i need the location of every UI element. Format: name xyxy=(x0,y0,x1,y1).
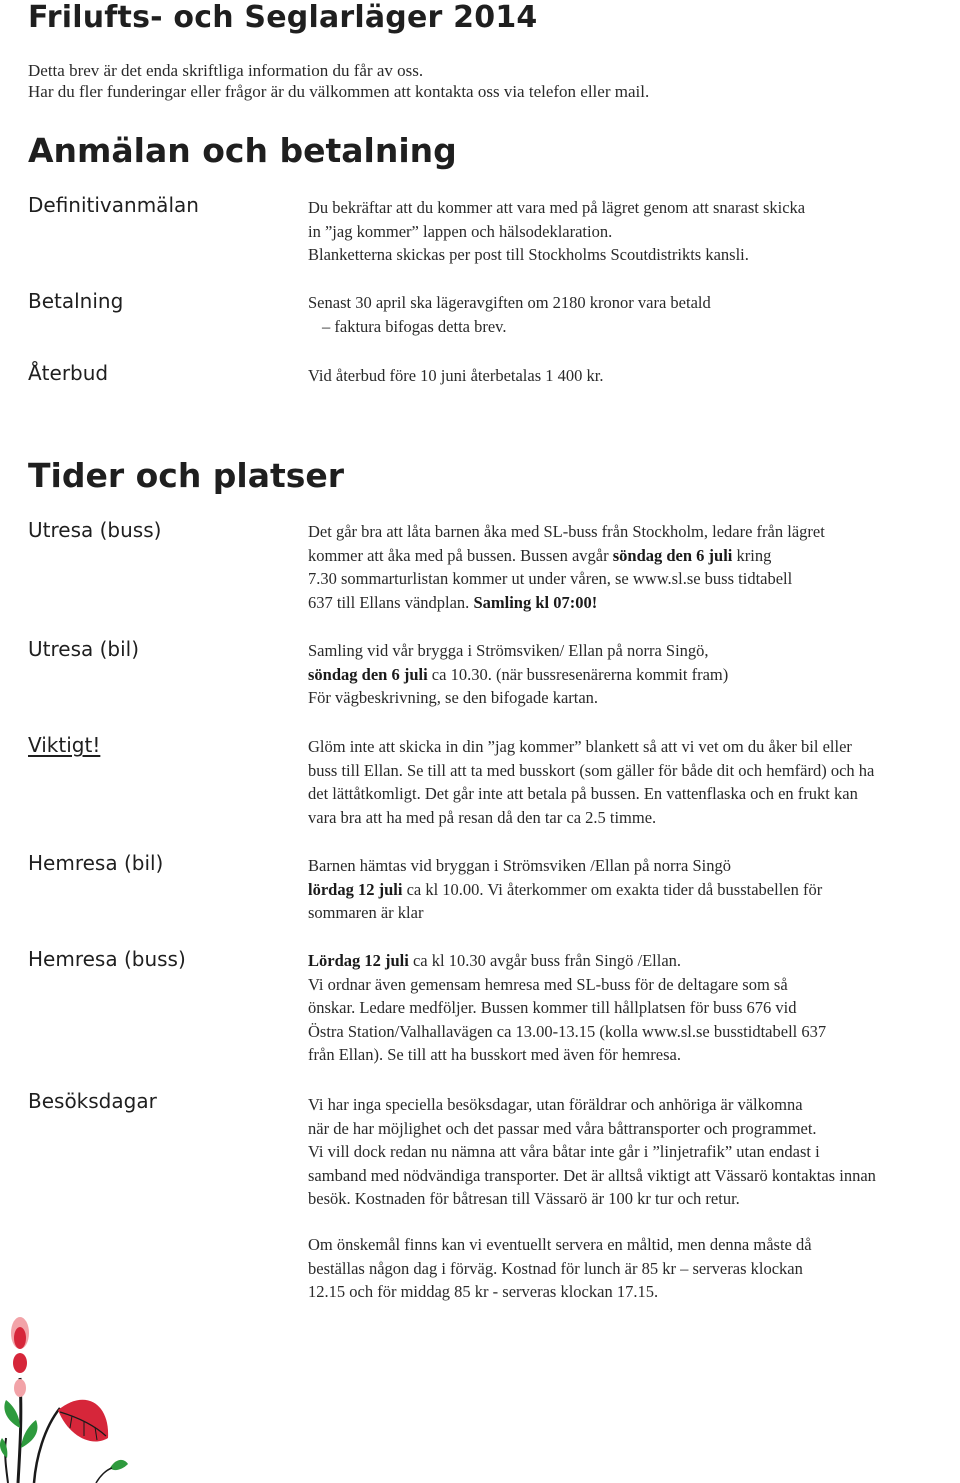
label-betalning: Betalning xyxy=(28,289,124,313)
label-hemresa-bil: Hemresa (bil) xyxy=(28,851,164,875)
text-line: Samling vid vår brygga i Strömsviken/ Ellan på norra Singö, xyxy=(308,641,709,660)
hemresa-buss-text xyxy=(308,949,958,1067)
aterbud-text xyxy=(308,364,958,388)
utresa-bil-text xyxy=(308,639,958,710)
text-line: Blanketterna skickas per post till Stockholms Scoutdistrikts kansli. xyxy=(308,245,749,264)
hemresa-bil-text xyxy=(308,854,958,925)
text-line: kommer att åka med på bussen. Bussen avgår söndag den 6 juli kring xyxy=(308,545,772,565)
text-line: samband med nödvändiga transporter. Det är alltså viktigt att Vässarö kontaktas innan xyxy=(308,1165,876,1185)
text-line: beställas någon dag i förväg. Kostnad för lunch är 85 kr – serveras klockan xyxy=(308,1258,803,1278)
viktigt-text xyxy=(308,735,958,829)
text-line: 7.30 sommarturlistan kommer ut under våren, se www.sl.se buss tidtabell xyxy=(308,569,793,588)
text-line: sommaren är klar xyxy=(308,903,424,922)
betalning-text xyxy=(308,291,958,338)
text-line: 637 till Ellans vändplan. Samling kl 07:00! xyxy=(308,592,598,612)
maltid-text xyxy=(308,1233,958,1304)
text-line: önskar. Ledare medföljer. Bussen kommer till hållplatsen för buss 676 vid xyxy=(308,998,797,1017)
text-line: För vägbeskrivning, se den bifogade kartan. xyxy=(308,688,599,707)
bold-date: lördag 12 juli xyxy=(308,879,403,899)
utresa-buss-text xyxy=(308,520,958,614)
text-line: söndag den 6 juli ca 10.30. (när bussresenärerna kommit fram) xyxy=(308,664,729,684)
text-line: från Ellan). Se till att ha busskort med även för hemresa. xyxy=(308,1045,681,1064)
text-line: Det går bra att låta barnen åka med SL-buss från Stockholm, ledare från lägret xyxy=(308,522,825,541)
intro-line: Har du fler funderingar eller frågor är du välkommen att kontakta oss via telefon eller mail. xyxy=(28,82,650,101)
label-aterbud: Återbud xyxy=(28,361,109,385)
bold-date: söndag den 6 juli xyxy=(308,664,428,684)
text-line: in ”jag kommer” lappen och hälsodeklaration. xyxy=(308,221,613,241)
section-heading-anmalan: Anmälan och betalning xyxy=(28,131,457,170)
text-line: Du bekräftar att du kommer att vara med på lägret genom att snarast skicka xyxy=(308,198,806,217)
text-line: – faktura bifogas detta brev. xyxy=(322,316,507,336)
text-line: Vi vill dock redan nu nämna att våra båtar inte går i ”linjetrafik” utan endast i xyxy=(308,1142,820,1161)
label-besoksdagar: Besöksdagar xyxy=(28,1089,157,1113)
intro-text xyxy=(28,60,649,102)
page-title: Frilufts- och Seglarläger 2014 xyxy=(28,0,538,35)
label-hemresa-buss: Hemresa (buss) xyxy=(28,947,186,971)
text-line: buss till Ellan. Se till att ta med busskort (som gäller för både dit och hemfärd) och ha xyxy=(308,760,875,780)
text-line: Vi ordnar även gemensam hemresa med SL-buss för de deltagare som så xyxy=(308,974,788,994)
text-line: Vid återbud före 10 juni återbetalas 1 400 kr. xyxy=(308,366,604,385)
label-definitivanmalan: Definitivanmälan xyxy=(28,193,199,217)
intro-line: Detta brev är det enda skriftliga information du får av oss. xyxy=(28,61,424,80)
label-viktigt: Viktigt! xyxy=(28,733,101,757)
label-utresa-bil: Utresa (bil) xyxy=(28,637,140,661)
text-line: Glöm inte att skicka in din ”jag kommer” blankett så att vi vet om du åker bil eller xyxy=(308,737,852,756)
text-line: Lördag 12 juli ca kl 10.30 avgår buss från Singö /Ellan. xyxy=(308,951,682,970)
text-line: vara bra att ha med på resan då den tar ca 2.5 timme. xyxy=(308,807,657,827)
besoksdagar-text xyxy=(308,1093,958,1211)
text-line: Vi har inga speciella besöksdagar, utan föräldrar och anhöriga är välkomna xyxy=(308,1095,803,1114)
text-line: Östra Station/Valhallavägen ca 13.00-13.15 (kolla www.sl.se busstidtabell 637 xyxy=(308,1021,827,1041)
text-line: när de har möjlighet och det passar med våra båttransporter och programmet. xyxy=(308,1118,817,1138)
definitivanmalan-text xyxy=(308,196,958,267)
section-heading-tider: Tider och platser xyxy=(28,456,345,495)
text-line: Om önskemål finns kan vi eventuellt servera en måltid, men denna måste då xyxy=(308,1235,812,1254)
bold-date: Lördag 12 juli xyxy=(308,951,409,970)
text-line: Senast 30 april ska lägeravgiften om 2180 kronor vara betald xyxy=(308,293,711,312)
label-utresa-buss: Utresa (buss) xyxy=(28,518,162,542)
bold-date: söndag den 6 juli xyxy=(612,545,733,565)
text-line: besök. Kostnaden för båtresan till Vässarö är 100 kr tur och retur. xyxy=(308,1189,740,1208)
flower-illustration-icon xyxy=(0,1308,140,1483)
text-line: det lättåtkomligt. Det går inte att betala på bussen. En vattenflaska och en frukt kan xyxy=(308,784,858,803)
text-line: lördag 12 juli ca kl 10.00. Vi återkommer om exakta tider då busstabellen för xyxy=(308,879,823,899)
text-line: 12.15 och för middag 85 kr - serveras klockan 17.15. xyxy=(308,1282,659,1301)
text-line: Barnen hämtas vid bryggan i Strömsviken /Ellan på norra Singö xyxy=(308,856,731,875)
bold-samling: Samling kl 07:00! xyxy=(473,592,598,612)
